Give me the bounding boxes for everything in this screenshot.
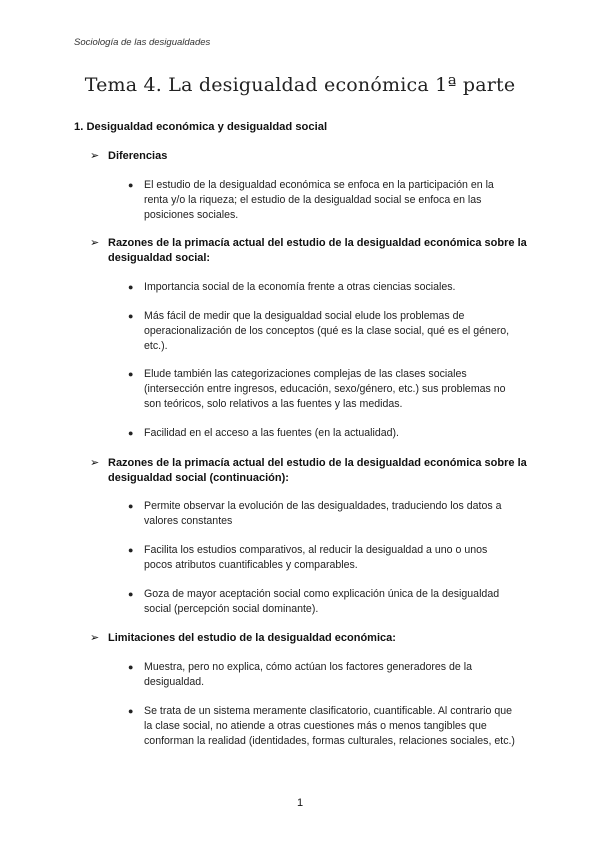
list-item-text: El estudio de la desigualdad económica se enfoca en la participación en la renta y/o la riqueza; el estudio de la desigualdad social se enfoca en las posiciones sociales.	[144, 179, 494, 221]
list-item-text: Muestra, pero no explica, cómo actúan los factores generadores de la desigualdad.	[144, 661, 473, 688]
list-item	[128, 280, 518, 295]
arrow-bullet-icon: ➢	[90, 237, 100, 249]
bullet-dot-icon: ●	[128, 662, 134, 672]
subsection-heading-text: Limitaciones del estudio de la desigualdad económica:	[108, 632, 396, 644]
list-item	[128, 426, 518, 441]
list-item-text: Se trata de un sistema meramente clasificatorio, cuantificable. Al contrario que la clase social, no atiende a otras cuestiones más o menos tangibles que conforman la realidad (identidades, formas culturales, relaciones sociales, etc.)	[144, 705, 515, 747]
bullet-dot-icon: ●	[128, 311, 134, 321]
list-item	[128, 367, 518, 412]
list-item-text: Permite observar la evolución de las desigualdades, traduciendo los datos a valores constantes	[144, 500, 502, 527]
list-item	[128, 309, 518, 354]
list-item-text: Goza de mayor aceptación social como explicación única de la desigualdad social (percepción social dominante).	[144, 588, 500, 615]
bullet-dot-icon: ●	[128, 501, 134, 511]
list-item	[128, 178, 518, 223]
list-item-text: Más fácil de medir que la desigualdad social elude los problemas de operacionalización de los conceptos (qué es la clase social, qué es el género, etc.).	[144, 310, 510, 352]
list-item	[128, 660, 518, 690]
subsection-heading-text: Razones de la primacía actual del estudio de la desigualdad económica sobre la desigualdad social (continuación):	[108, 457, 527, 484]
arrow-bullet-icon: ➢	[90, 457, 100, 469]
list-item	[128, 499, 518, 529]
list-item-text: Importancia social de la economía frente a otras ciencias sociales.	[144, 281, 456, 293]
list-item-text: Elude también las categorizaciones complejas de las clases sociales (intersección entre ingresos, educación, sexo/género, etc.) sus problemas no son teóricos, solo relativos a las fuentes y las medidas.	[144, 368, 506, 410]
bullet-dot-icon: ●	[128, 282, 134, 292]
bullet-dot-icon: ●	[128, 180, 134, 190]
list-item	[128, 704, 518, 749]
bullet-dot-icon: ●	[128, 428, 134, 438]
list-item-text: Facilidad en el acceso a las fuentes (en la actualidad).	[144, 427, 399, 439]
section-heading: 1. Desigualdad económica y desigualdad social	[74, 121, 328, 133]
subsection-heading-text: Razones de la primacía actual del estudio de la desigualdad económica sobre la desigualdad social:	[108, 237, 527, 264]
arrow-bullet-icon: ➢	[90, 150, 100, 162]
subsection-heading	[90, 149, 530, 164]
bullet-dot-icon: ●	[128, 545, 134, 555]
running-header: Sociología de las desigualdades	[74, 37, 211, 48]
bullet-dot-icon: ●	[128, 369, 134, 379]
subsection-heading	[90, 631, 530, 646]
list-item	[128, 587, 518, 617]
list-item-text: Facilita los estudios comparativos, al reducir la desigualdad a uno o unos pocos atributos cuantificables y comparables.	[144, 544, 488, 571]
arrow-bullet-icon: ➢	[90, 632, 100, 644]
document-title: Tema 4. La desigualdad económica 1ª parte	[84, 74, 516, 96]
page-number: 1	[296, 797, 304, 809]
subsection-heading-text: Diferencias	[108, 150, 168, 162]
subsection-heading	[90, 456, 530, 486]
bullet-dot-icon: ●	[128, 589, 134, 599]
subsection-heading	[90, 236, 530, 266]
bullet-dot-icon: ●	[128, 706, 134, 716]
list-item	[128, 543, 518, 573]
